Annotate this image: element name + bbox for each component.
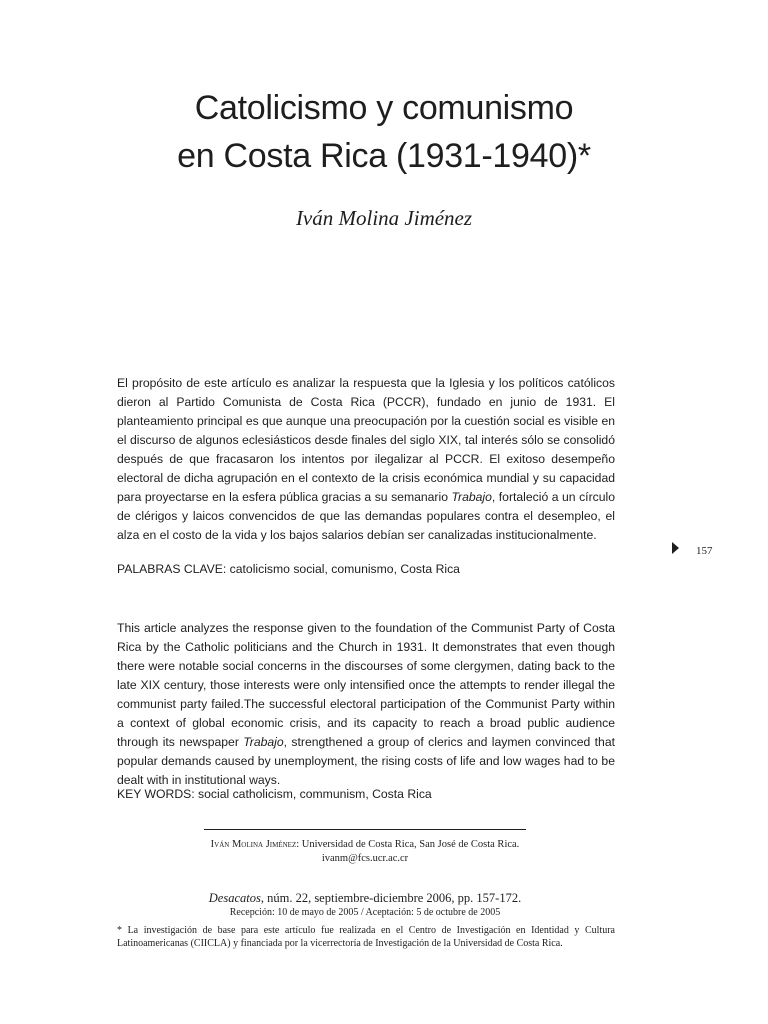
keywords-english [117, 787, 615, 801]
footnote-acronym: CIICLA [193, 938, 228, 949]
keywords-spanish [117, 562, 615, 576]
keywords-en-value: social catholicism, communism, Costa Rica [194, 787, 432, 801]
submission-dates: Recepción: 10 de mayo de 2005 / Aceptación: 5 de octubre de 2005 [229, 907, 501, 918]
divider-rule [204, 829, 526, 830]
journal-details: , núm. 22, septiembre-diciembre 2006, pp. 157-172. [260, 891, 522, 905]
page-number: 157 [696, 545, 713, 557]
author-name: Iván Molina Jiménez [295, 206, 473, 230]
footnote-text-b: ) y financiada por la vicerrectoría de Investigación de la Universidad de Costa Rica. [227, 938, 563, 949]
triangle-right-icon [672, 542, 679, 554]
footnote [117, 924, 615, 950]
title-line-1: Catolicismo y comunismo [194, 89, 574, 127]
title-line-2: en Costa Rica (1931-1940)* [177, 137, 591, 175]
abstract-es-newspaper: Trabajo [451, 490, 492, 504]
keywords-en-label: KEY WORDS: [117, 787, 195, 801]
affiliation-name: Iván Molina Jiménez [210, 839, 297, 850]
abstract-english [117, 619, 615, 790]
keywords-es-label: PALABRAS CLAVE: [117, 562, 227, 576]
article-title [0, 84, 768, 180]
affiliation-institution: : Universidad de Costa Rica, San José de Costa Rica. [296, 839, 520, 850]
page-marker [672, 542, 732, 558]
abstract-en-text-b: , strengthened a group of clerics and laymen convinced that popular demands caused by unemployment, the rising costs of life and low wages had to be dealt with in institutional ways. [117, 735, 615, 787]
affiliation-email: ivanm@fcs.ucr.ac.cr [321, 853, 409, 864]
journal-name: Desacatos [208, 891, 261, 905]
keywords-es-value: catolicismo social, comunismo, Costa Rica [226, 562, 460, 576]
abstract-es-text-a: El propósito de este artículo es analizar la respuesta que la Iglesia y los políticos católicos dieron al Partido Comunista de Costa Rica (PCCR), fundado en junio de 1931. El planteamiento principal es que aunque una preocupación por la cuestión social es visible en el discurso de algunos eclesiásticos desde finales del siglo XIX, tal interés sólo se consolidó después de que fracasaron los intentos por ilegalizar al PCCR. El exitoso desempeño electoral de dicha agrupación en el contexto de la crisis económica mundial y su capacidad para proyectarse en la esfera pública gracias a su semanario [117, 376, 615, 504]
footnote-text-a: * La investigación de base para este artículo fue realizada en el Centro de Investigación en Identidad y Cultura Latinoamericanas ( [117, 925, 615, 949]
journal-citation [0, 891, 730, 906]
abstract-es-text-b: , fortaleció a un círculo de clérigos y laicos convencidos de que las demandas populares contra el desempleo, el alza en el costo de la vida y los bajos salarios debían ser canalizadas institucionalmente. [117, 490, 615, 542]
abstract-en-newspaper: Trabajo [243, 735, 284, 749]
author-affiliation [0, 838, 730, 866]
abstract-en-text-a: This article analyzes the response given to the foundation of the Communist Party of Costa Rica by the Catholic politicians and the Church in 1931. It demonstrates that even though there were notable social concerns in the discourses of some clergymen, dating back to the late XIX century, those interests were only intensified once the attempts to render illegal the communist party failed.The successful electoral participation of the Communist Party within a context of global economic crisis, and its capacity to reach a broad public audience through its newspaper [117, 621, 615, 749]
abstract-spanish [117, 374, 615, 545]
